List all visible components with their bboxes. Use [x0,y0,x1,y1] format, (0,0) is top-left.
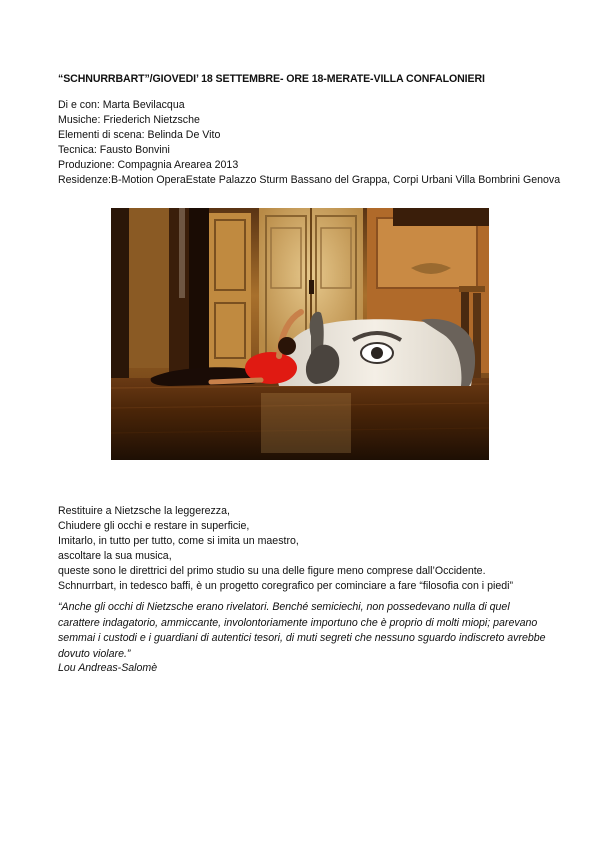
body-line: Chiudere gli occhi e restare in superficie, [58,520,250,532]
credit-line: Produzione: Compagnia Arearea 2013 [58,159,239,171]
credit-line: Residenze:B-Motion OperaEstate Palazzo Sturm Bassano del Grappa, Corpi Urbani Villa Bombrini Genova [58,174,561,186]
photo-illustration [111,208,489,460]
body-text [58,504,513,594]
body-line: Schnurrbart, in tedesco baffi, è un progetto coregrafico per cominciare a fare “filosofia con i piedi” [58,580,513,592]
credit-line: Tecnica: Fausto Bonvini [58,144,170,156]
credits-block [58,98,560,188]
body-line: ascoltare la sua musica, [58,550,172,562]
page-title: “SCHNURRBART”/GIOVEDI’ 18 SETTEMBRE- ORE 18-MERATE-VILLA CONFALONIERI [58,73,485,85]
quote: “Anche gli occhi di Nietzsche erano rivelatori. Benché semiciechi, non possedevano nulla di quel carattere indagatorio, ammiccante, involontoriamente importuno che è proprio di molti miopi; parevano semmai i custodi e i guardiani di autentici tesori, di muti segreti che nessuno sguardo indiscreto avrebbe dovuto violare.” [58,601,546,660]
credit-line: Di e con: Marta Bevilacqua [58,99,185,111]
body-line: Restituire a Nietzsche la leggerezza, [58,505,230,517]
performance-photo [111,208,489,460]
body-line: Imitarlo, in tutto per tutto, come si imita un maestro, [58,535,299,547]
quote-author: Lou Andreas-Salomè [58,662,158,674]
body-line: queste sono le direttrici del primo studio su una delle figure meno comprese dall’Occidente. [58,565,486,577]
credit-line: Musiche: Friederich Nietzsche [58,114,200,126]
credit-line: Elementi di scena: Belinda De Vito [58,129,221,141]
